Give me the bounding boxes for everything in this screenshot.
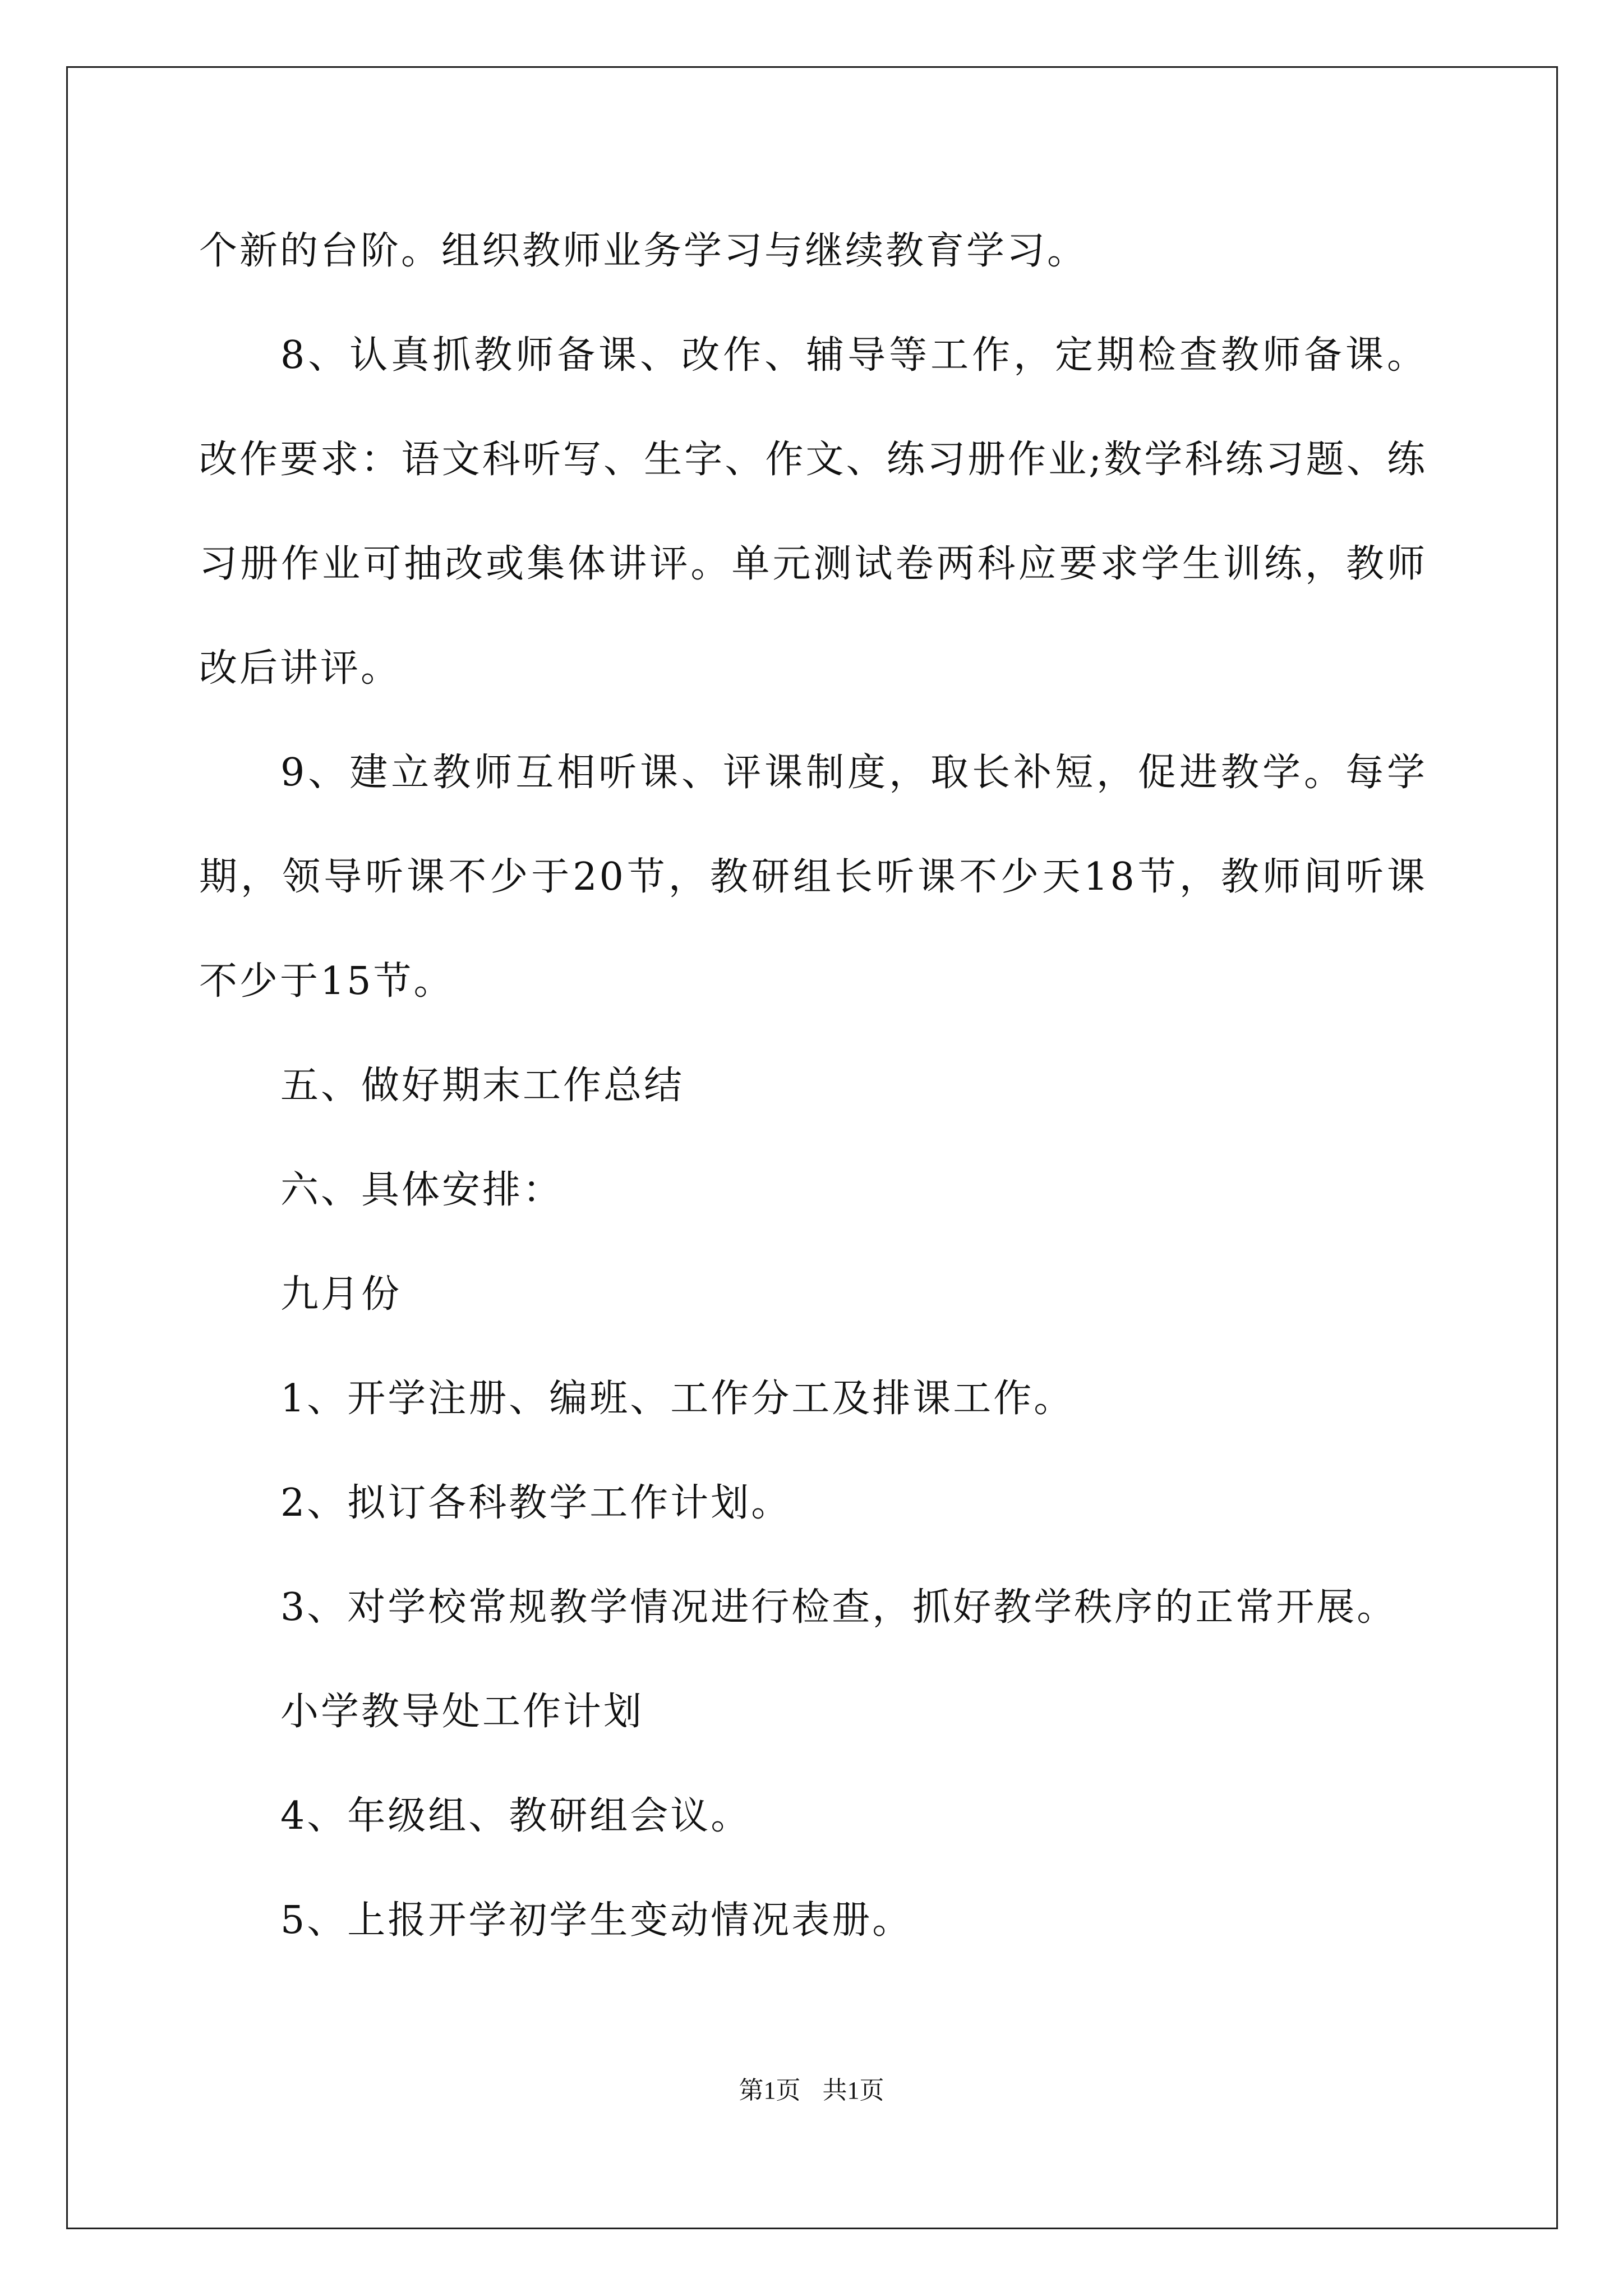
- section-heading-5: 五、做好期末工作总结: [280, 1064, 685, 1108]
- page-total: 共1页: [822, 2077, 884, 2104]
- list-item-1: 1、开学注册、编班、工作分工及排课工作。: [280, 1377, 1075, 1421]
- inline-title: 小学教导处工作计划: [280, 1690, 644, 1734]
- paragraph-3: 9、建立教师互相听课、评课制度，取长补短，促进教学。每学期，领导听课不少于20节，教研组长听课不少天18节，教师间听课不少于15节。: [199, 751, 1427, 1004]
- page-footer: [0, 2070, 1623, 2106]
- section-heading-6: 六、具体安排：: [280, 1168, 564, 1212]
- list-item-4: 4、年级组、教研组会议。: [280, 1794, 751, 1838]
- list-item-3: 3、对学校常规教学情况进行检查，抓好教学秩序的正常开展。: [280, 1585, 1398, 1630]
- month-heading: 九月份: [280, 1272, 402, 1317]
- list-item-5: 5、上报开学初学生变动情况表册。: [280, 1898, 913, 1943]
- document-body: [199, 199, 1427, 1973]
- paragraph-2: 8、认真抓教师备课、改作、辅导等工作，定期检查教师备课。改作要求：语文科听写、生字、作文、练习册作业;数学科练习题、练习册作业可抽改或集体讲评。单元测试卷两科应要求学生训练，教师改后讲评。: [199, 333, 1427, 691]
- list-item-2: 2、拟订各科教学工作计划。: [280, 1481, 792, 1525]
- paragraph-1: 个新的台阶。组织教师业务学习与继续教育学习。: [199, 229, 1088, 273]
- page-number: 第1页: [739, 2077, 801, 2104]
